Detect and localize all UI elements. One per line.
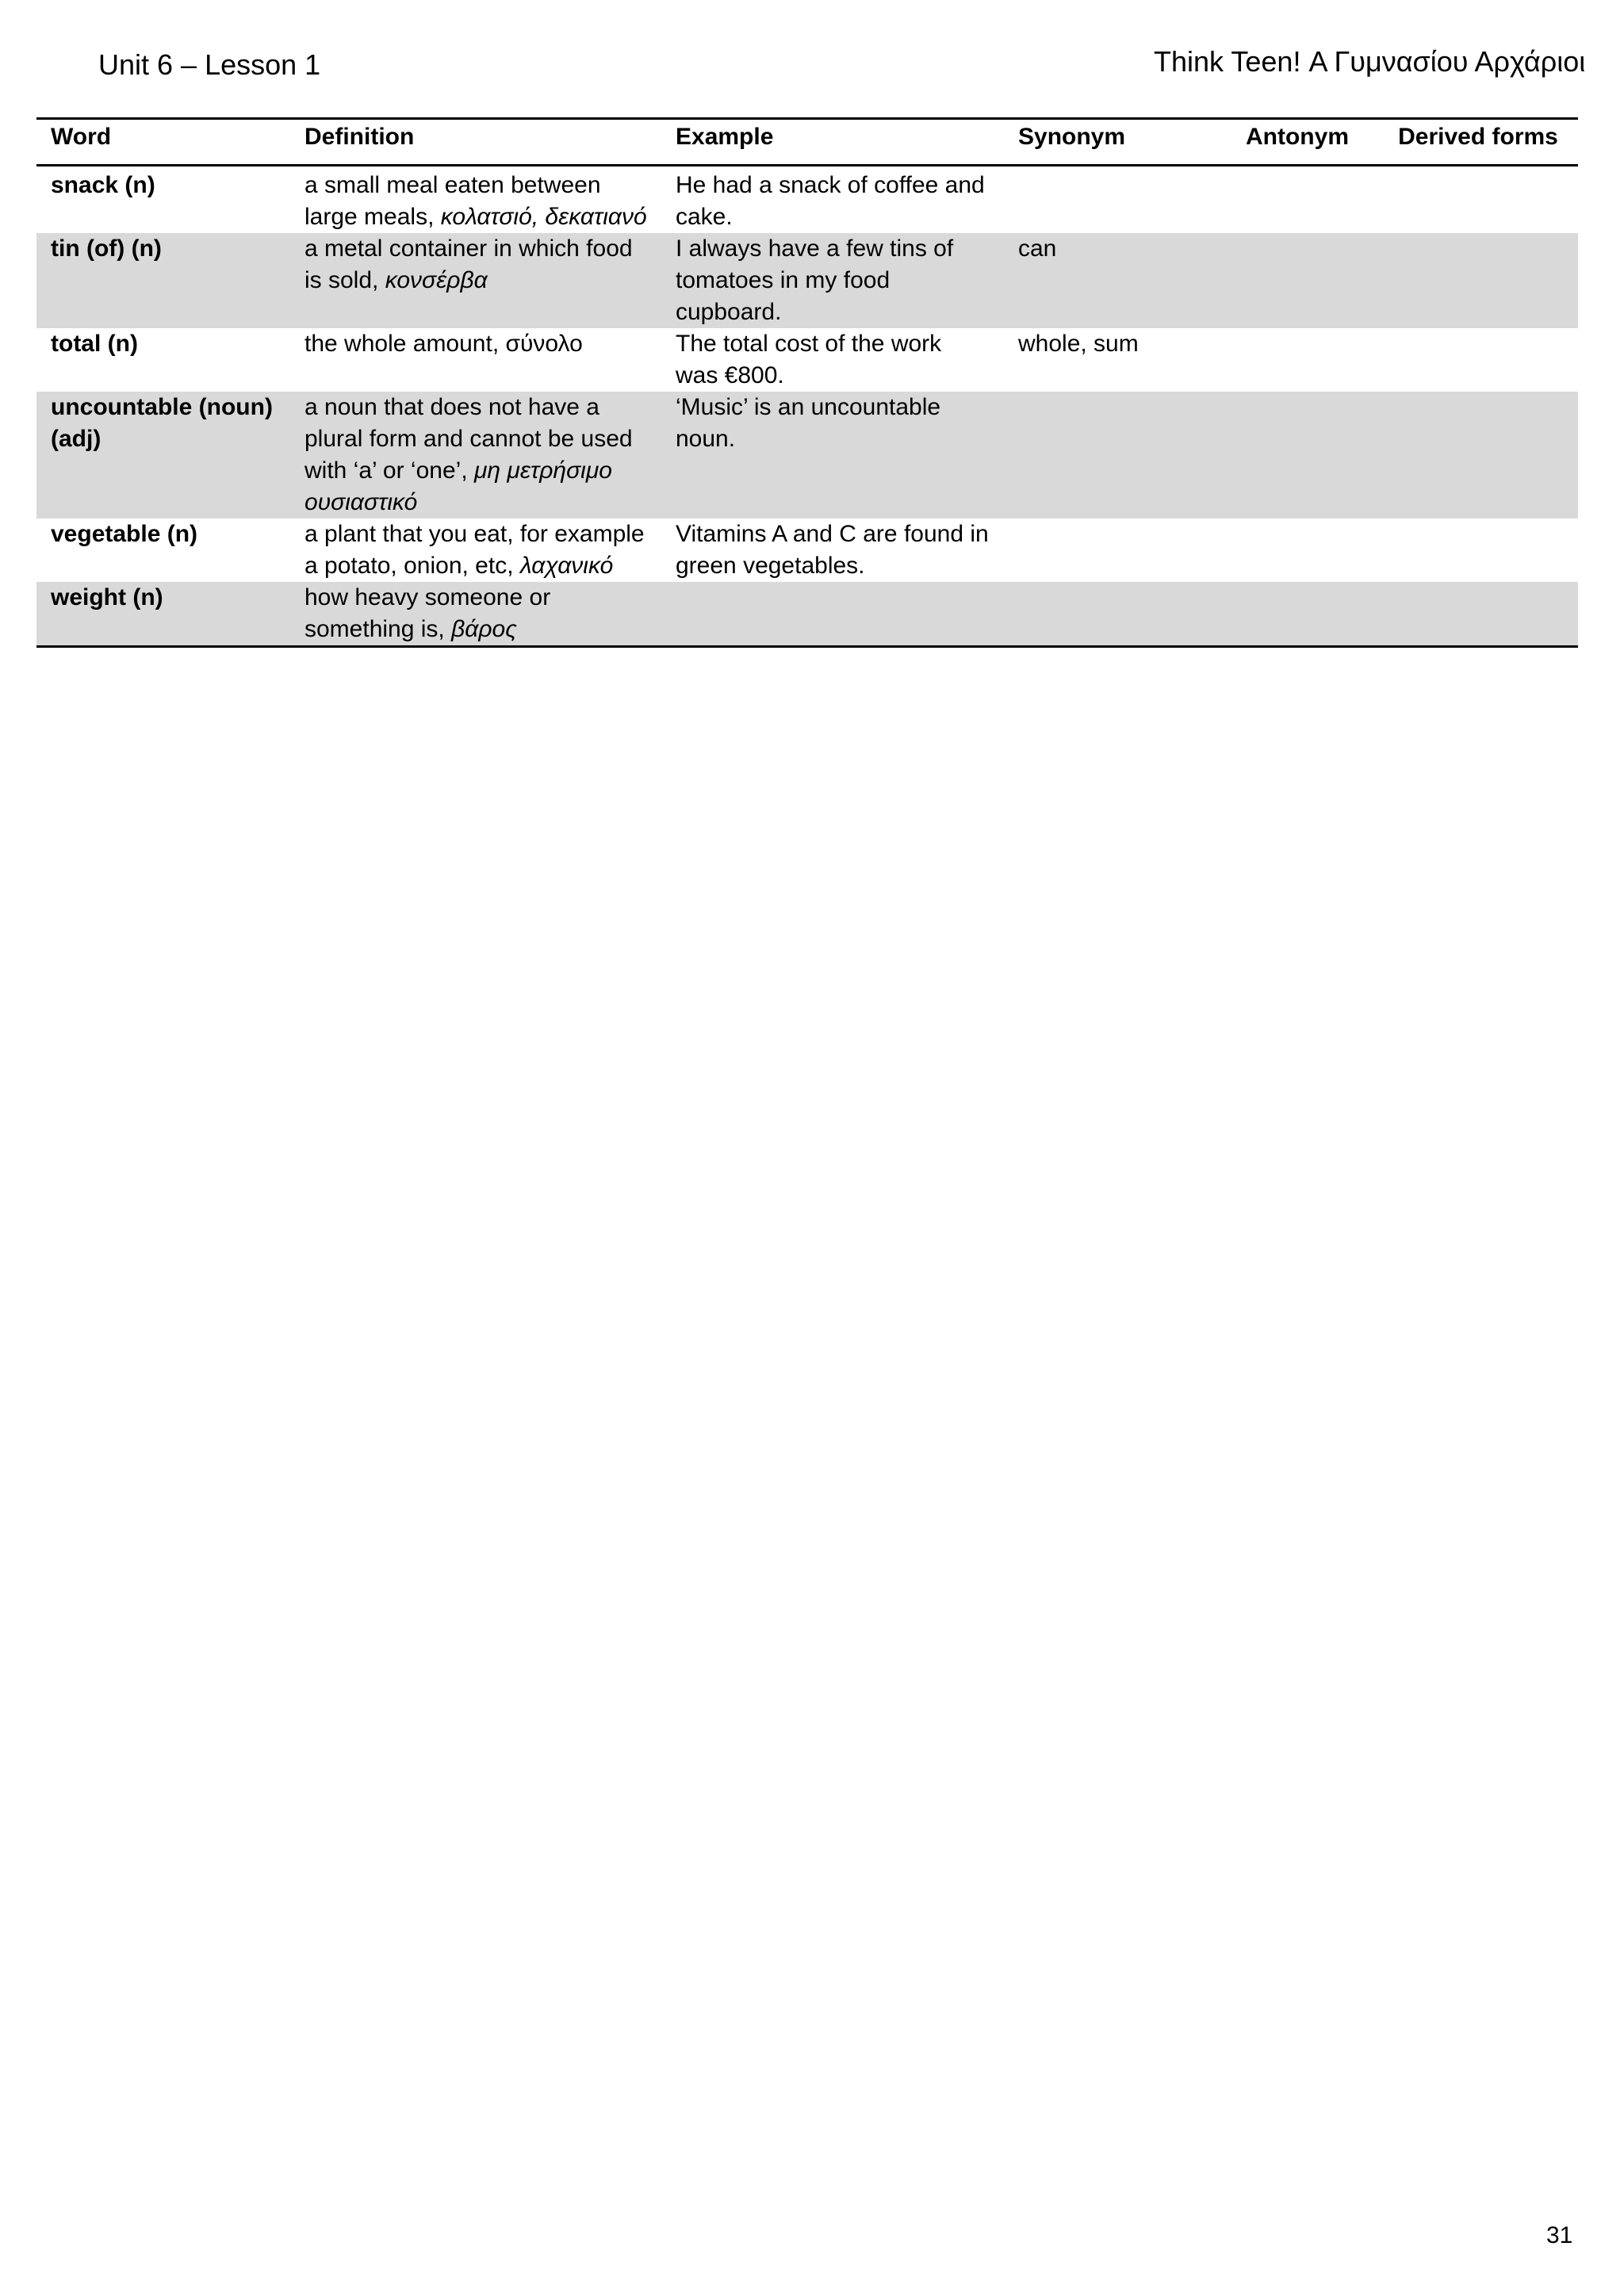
example-cell: He had a snack of coffee and cake. xyxy=(676,172,985,230)
table-header-row xyxy=(36,119,1578,166)
definition-text: a noun that does not have a plural form and cannot be used with ‘a’ or ‘one’, xyxy=(304,394,633,484)
antonym-cell xyxy=(1216,582,1378,647)
book-title: Think Teen! Α Γυμνασίου Αρχάριοι xyxy=(1154,45,1586,78)
definition-text: a plant that you eat, for example a potato, onion, etc, xyxy=(304,521,645,579)
derived-forms-cell xyxy=(1378,328,1578,392)
table-row xyxy=(36,582,1578,647)
table-row xyxy=(36,166,1578,234)
word-cell: total (n) xyxy=(51,331,138,357)
example-cell: ‘Music’ is an uncountable noun. xyxy=(661,392,1004,519)
column-header-word: Word xyxy=(36,119,290,166)
greek-translation: κολατσιό, δεκατιανό xyxy=(440,204,647,230)
vocabulary-table xyxy=(36,117,1578,648)
word-cell: snack (n) xyxy=(51,172,155,198)
synonym-cell xyxy=(1004,519,1216,582)
antonym-cell xyxy=(1216,166,1378,234)
table-row xyxy=(36,328,1578,392)
synonym-cell: can xyxy=(1004,233,1216,328)
definition-cell xyxy=(290,166,661,234)
antonym-cell xyxy=(1216,328,1378,392)
example-cell: The total cost of the work was €800. xyxy=(676,331,942,388)
definition-text: the whole amount, σύνολο xyxy=(304,331,583,357)
lesson-title: Unit 6 – Lesson 1 xyxy=(98,48,321,81)
word-cell: vegetable (n) xyxy=(51,521,198,547)
definition-cell xyxy=(290,392,661,519)
definition-text: how heavy someone or something is, xyxy=(304,584,551,642)
synonym-cell xyxy=(1004,582,1216,647)
synonym-cell xyxy=(1004,392,1216,519)
synonym-cell: whole, sum xyxy=(1018,331,1139,357)
column-header-example: Example xyxy=(661,119,1004,166)
definition-text: a metal container in which food is sold, xyxy=(304,235,633,293)
derived-forms-cell xyxy=(1378,392,1578,519)
example-cell: Vitamins A and C are found in green vegetables. xyxy=(676,521,989,579)
derived-forms-cell xyxy=(1378,582,1578,647)
synonym-cell xyxy=(1004,166,1216,234)
column-header-synonym: Synonym xyxy=(1004,119,1216,166)
word-cell: tin (of) (n) xyxy=(36,233,290,328)
greek-translation: μη μετρήσιμο ουσιαστικό xyxy=(304,457,612,515)
word-cell: weight (n) xyxy=(36,582,290,647)
column-header-derived-forms: Derived forms xyxy=(1378,119,1578,166)
page-number: 31 xyxy=(1546,2222,1573,2248)
column-header-definition: Definition xyxy=(290,119,661,166)
table-row xyxy=(36,519,1578,582)
greek-translation: βάρος xyxy=(451,616,517,642)
antonym-cell xyxy=(1216,233,1378,328)
greek-translation: κονσέρβα xyxy=(385,267,488,293)
definition-cell xyxy=(290,582,661,647)
derived-forms-cell xyxy=(1378,166,1578,234)
derived-forms-cell xyxy=(1378,233,1578,328)
definition-cell xyxy=(290,233,661,328)
antonym-cell xyxy=(1216,519,1378,582)
antonym-cell xyxy=(1216,392,1378,519)
table-row xyxy=(36,392,1578,519)
definition-cell xyxy=(290,328,661,392)
derived-forms-cell xyxy=(1378,519,1578,582)
column-header-antonym: Antonym xyxy=(1216,119,1378,166)
definition-cell xyxy=(290,519,661,582)
greek-translation: λαχανικό xyxy=(519,553,614,579)
example-cell xyxy=(661,582,1004,647)
definition-text: a small meal eaten between large meals, xyxy=(304,172,601,230)
example-cell: I always have a few tins of tomatoes in my food cupboard. xyxy=(661,233,1004,328)
word-cell: uncountable (noun) (adj) xyxy=(36,392,290,519)
table-row xyxy=(36,233,1578,328)
